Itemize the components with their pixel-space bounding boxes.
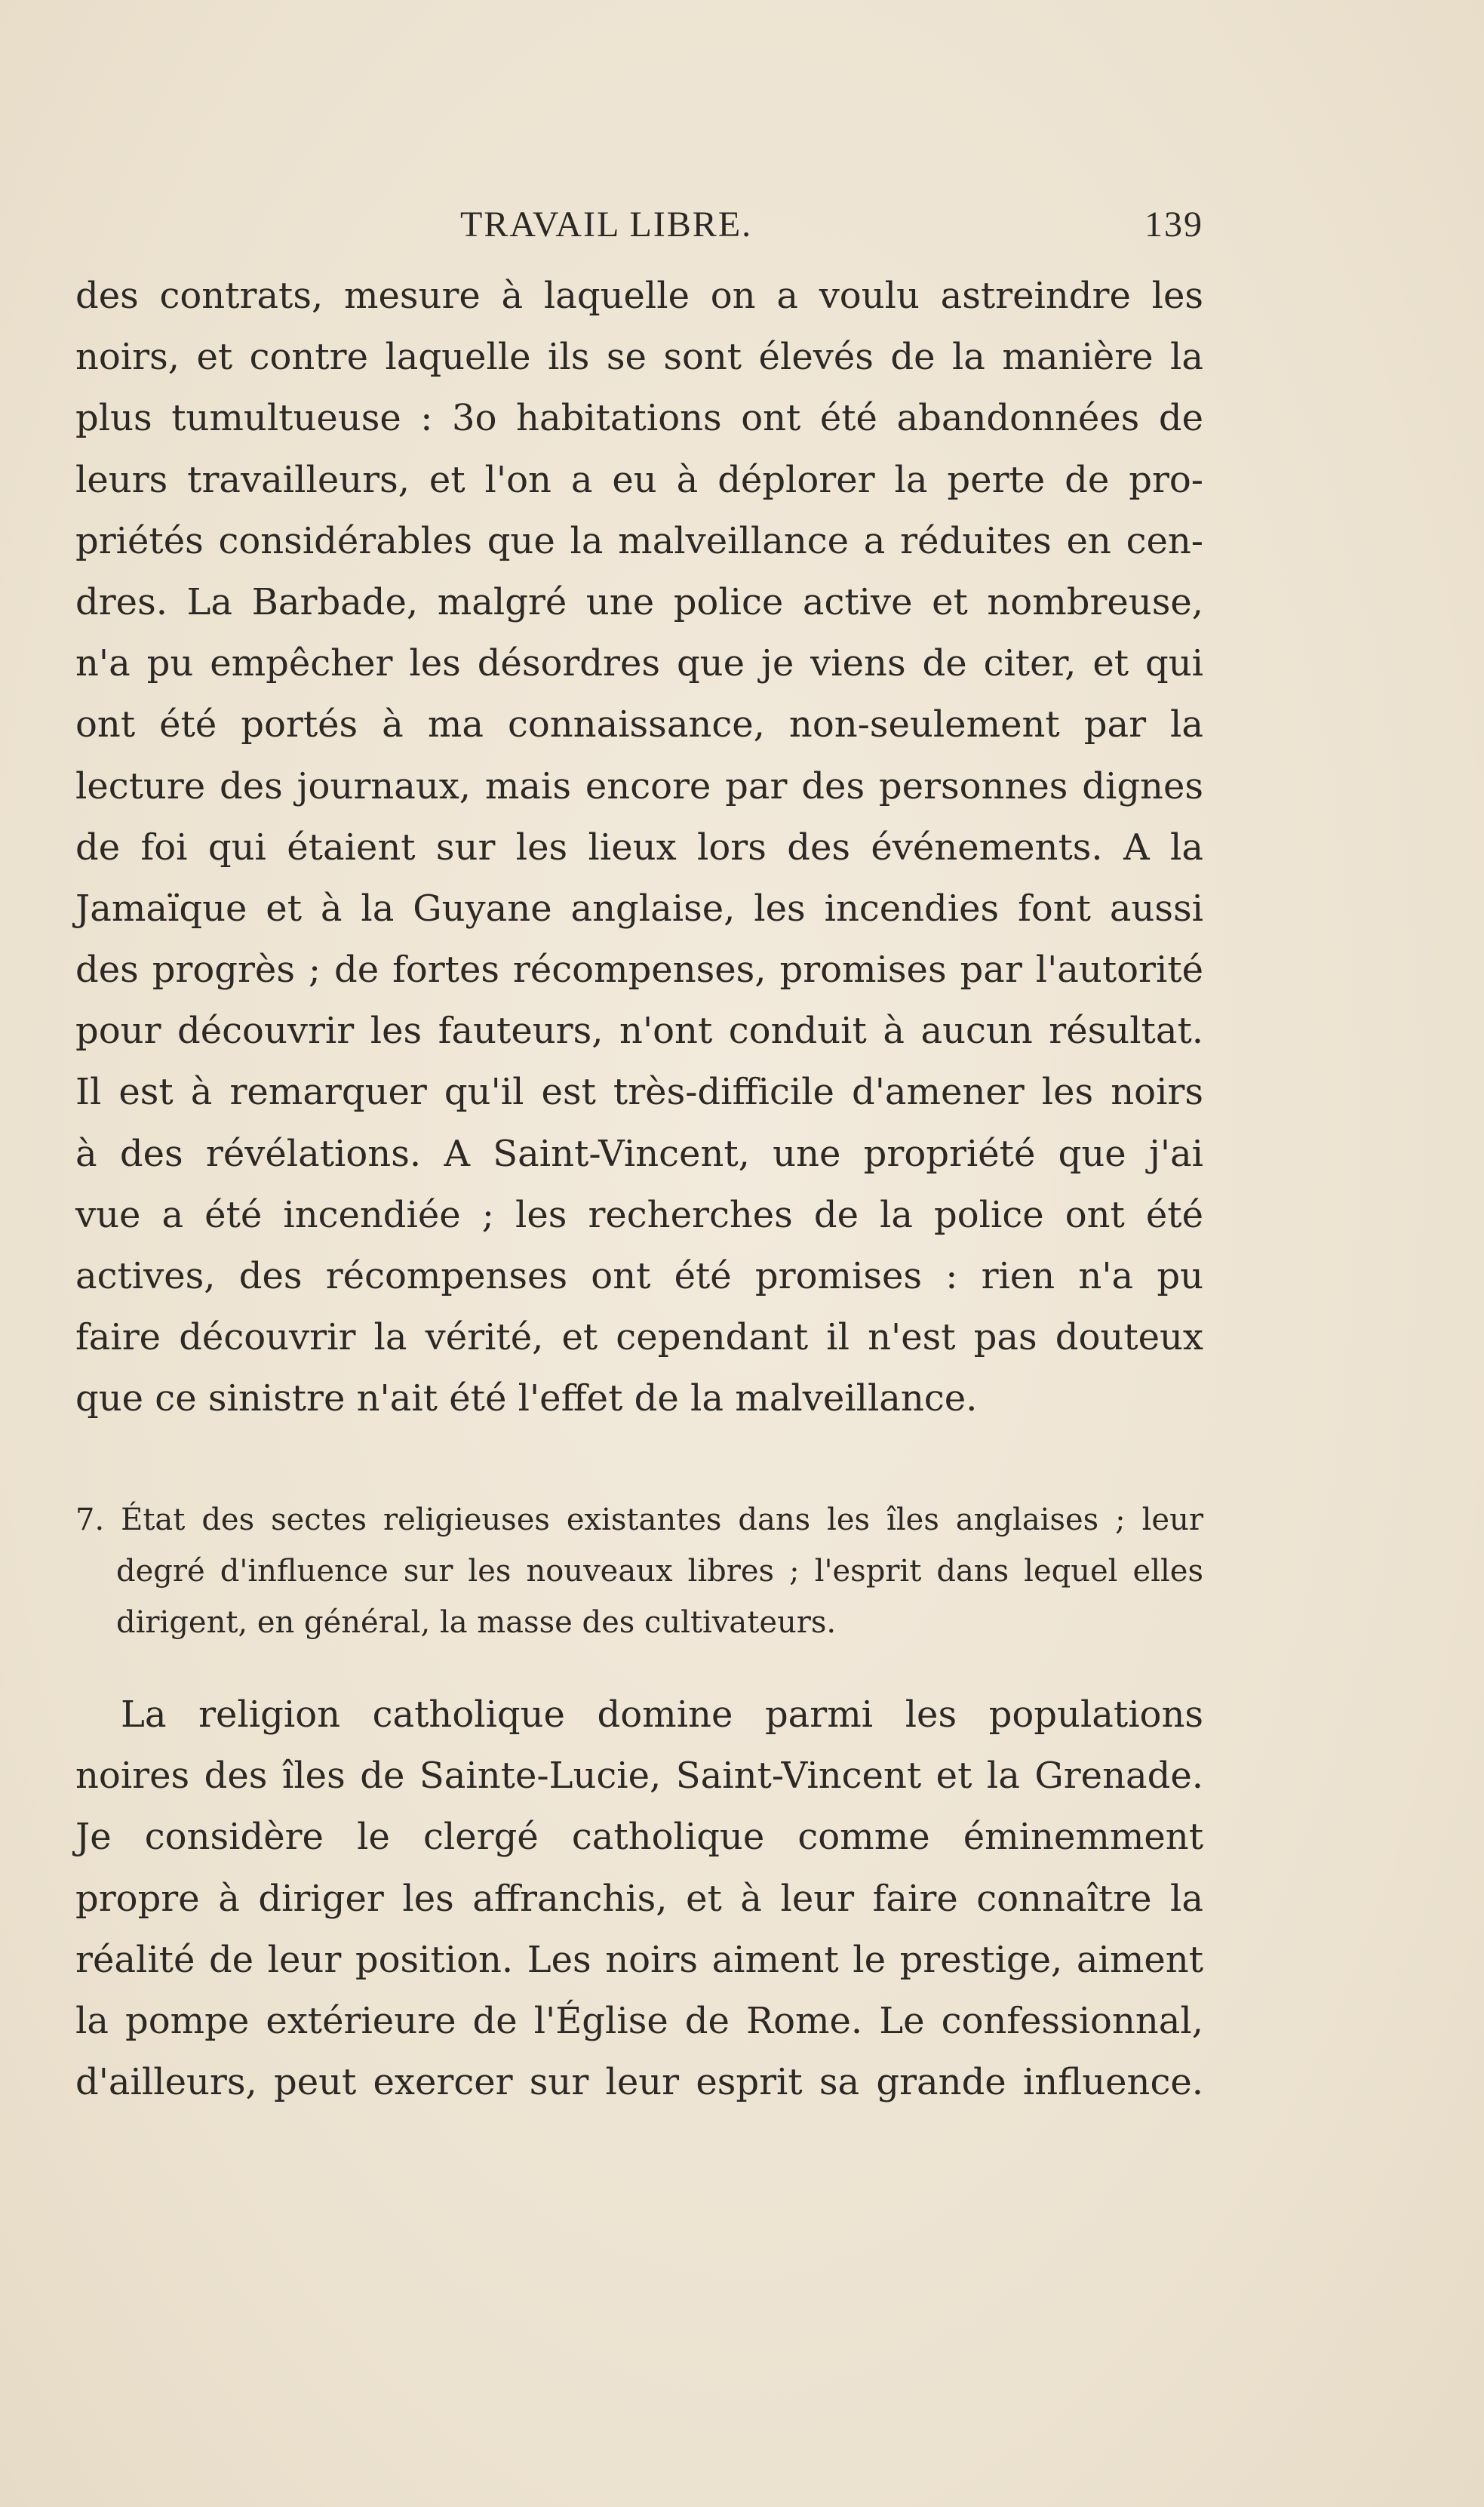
section-heading [75,1494,1203,1648]
text-line: faire découvrir la vérité, et cependant il n'est pas douteux [75,1316,1203,1359]
running-title: TRAVAIL LIBRE. [460,205,753,245]
text-line: propre à diriger les affranchis, et à leur faire connaître la [75,1877,1203,1920]
heading-line: dirigent, en général, la masse des cultivateurs. [116,1605,837,1640]
text-line: La religion catholique domine parmi les populations [121,1693,1203,1736]
paragraph-continuation [75,266,1203,1430]
text-line: Je considère le clergé catholique comme éminemment [75,1816,1203,1859]
text-line: leurs travailleurs, et l'on a eu à déplorer la perte de pro- [75,458,1203,501]
text-line: Jamaïque et à la Guyane anglaise, les incendies font aussi [75,887,1203,930]
text-line: ont été portés à ma connaissance, non-seulement par la [75,703,1203,746]
text-line: actives, des récompenses ont été promises : rien n'a pu [75,1255,1203,1297]
page-number: 139 [1144,205,1203,245]
text-line: n'a pu empêcher les désordres que je viens de citer, et qui [75,642,1203,685]
running-header [75,204,1203,257]
text-line: réalité de leur position. Les noirs aiment le prestige, aiment [75,1938,1203,1981]
text-line: vue a été incendiée ; les recherches de la police ont été [75,1193,1203,1236]
text-line: que ce sinistre n'ait été l'effet de la malveillance. [75,1377,978,1420]
text-line: des contrats, mesure à laquelle on a voulu astreindre les [75,275,1203,317]
text-line: lecture des journaux, mais encore par des personnes dignes [75,764,1203,807]
text-line: noires des îles de Sainte-Lucie, Saint-Vincent et la Grenade. [75,1755,1203,1798]
paragraph [75,1684,1203,2113]
text-line: priétés considérables que la malveillance a réduites en cen- [75,519,1203,562]
text-line: de foi qui étaient sur les lieux lors des événements. A la [75,826,1203,869]
text-line: dres. La Barbade, malgré une police active et nombreuse, [75,580,1203,623]
text-line: pour découvrir les fauteurs, n'ont conduit à aucun résultat. [75,1010,1203,1053]
text-line: Il est à remarquer qu'il est très-difficile d'amener les noirs [75,1071,1203,1114]
heading-line: degré d'influence sur les nouveaux libres ; l'esprit dans lequel elles [116,1554,1203,1589]
text-line: plus tumultueuse : 3o habitations ont été abandonnées de [75,397,1203,440]
text-line: d'ailleurs, peut exercer sur leur esprit sa grande influence. [75,2061,1203,2104]
text-line: à des révélations. A Saint-Vincent, une propriété que j'ai [75,1132,1203,1175]
heading-line: 7. État des sectes religieuses existantes dans les îles anglaises ; leur [75,1503,1203,1537]
text-line: des progrès ; de fortes récompenses, promises par l'autorité [75,949,1203,992]
text-line: noirs, et contre laquelle ils se sont élevés de la manière la [75,336,1203,379]
text-line: la pompe extérieure de l'Église de Rome. Le confessionnal, [75,1999,1203,2042]
